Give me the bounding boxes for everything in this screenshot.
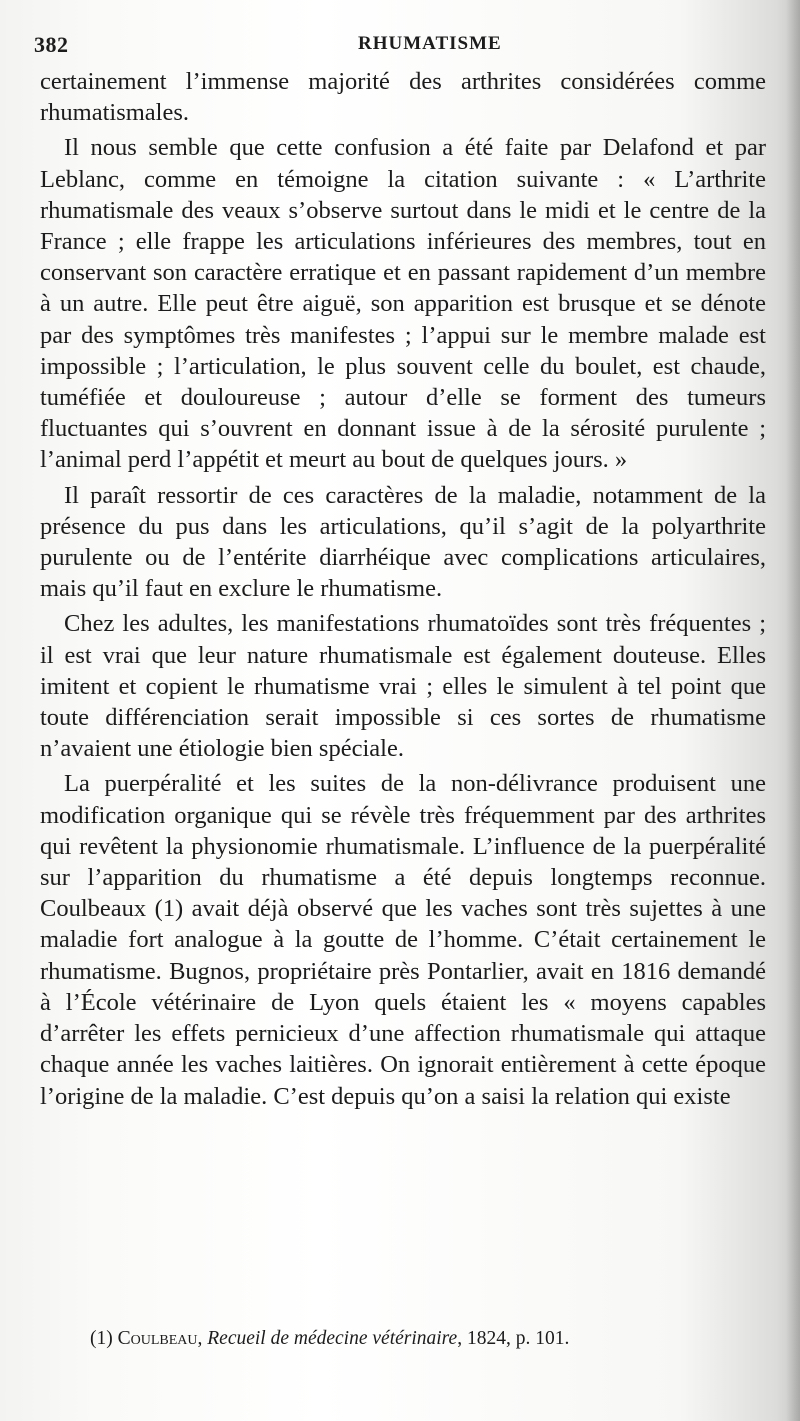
footnote: [90, 1326, 770, 1352]
footnote-work: Recueil de médecine vétérinaire: [207, 1328, 458, 1349]
paragraph: certainement l’immense majorité des arthrites considérées comme rhumatismales.: [40, 68, 766, 127]
running-head: RHUMATISME: [358, 33, 502, 54]
paragraph: Il paraît ressortir de ces caractères de la maladie, notamment de la présence du pus dans les articulations, qu’il s’agit de la polyarthrite purulente ou de l’entérite diarrhéique avec complications articulaires, mais qu’il faut en exclure le rhumatisme.: [40, 481, 766, 603]
footnote-author: Coulbeau,: [117, 1328, 203, 1349]
footnote-marker: (1): [90, 1328, 113, 1349]
paragraph: Chez les adultes, les manifestations rhumatoïdes sont très fréquentes ; il est vrai que leur nature rhumatismale est également douteuse. Elles imitent et copient le rhumatisme vrai ; elles le simulent à tel point que toute différenciation serait impossible si ces sortes de rhumatisme n’avaient une étiologie bien spéciale.: [40, 610, 766, 763]
footnote-details: , 1824, p. 101.: [457, 1328, 570, 1349]
paragraph: Il nous semble que cette confusion a été faite par Delafond et par Leblanc, comme en témoigne la citation suivante : « L’arthrite rhumatismale des veaux s’observe surtout dans le midi et le centre de la France ; elle frappe les articulations inférieures des membres, tout en conservant son caractère erratique et en passant rapidement d’un membre à un autre. Elle peut être aiguë, son apparition est brusque et se dénote par des symptômes très manifestes ; l’appui sur le membre malade est impossible ; l’articulation, le plus souvent celle du boulet, est chaude, tuméfiée et douloureuse ; autour d’elle se forment des tumeurs fluctuantes qui s’ouvrent en donnant issue à de la sérosité purulente ; l’animal perd l’appétit et meurt au bout de quelques jours. »: [40, 134, 766, 474]
paragraph: La puerpéralité et les suites de la non-délivrance produisent une modification organique qui se révèle très fréquemment par des arthrites qui revêtent la physionomie rhumatismale. L’influence de la puerpéralité sur l’apparition du rhumatisme a été depuis longtemps reconnue. Coulbeaux (1) avait déjà observé que les vaches sont très sujettes à une maladie fort analogue à la goutte de l’homme. C’était certainement le rhumatisme. Bugnos, propriétaire près Pontarlier, avait en 1816 demandé à l’École vétérinaire de Lyon quels étaient les « moyens capables d’arrêter les effets pernicieux d’une affection rhumatismale qui attaque chaque année les vaches laitières. On ignorait entièrement à cette époque l’origine de la maladie. C’est depuis qu’on a saisi la relation qui existe: [40, 770, 766, 1110]
body-text: [40, 66, 766, 1116]
page-number: 382: [34, 32, 69, 57]
page-header: [34, 32, 774, 62]
page-binding-shadow: [786, 0, 800, 1421]
